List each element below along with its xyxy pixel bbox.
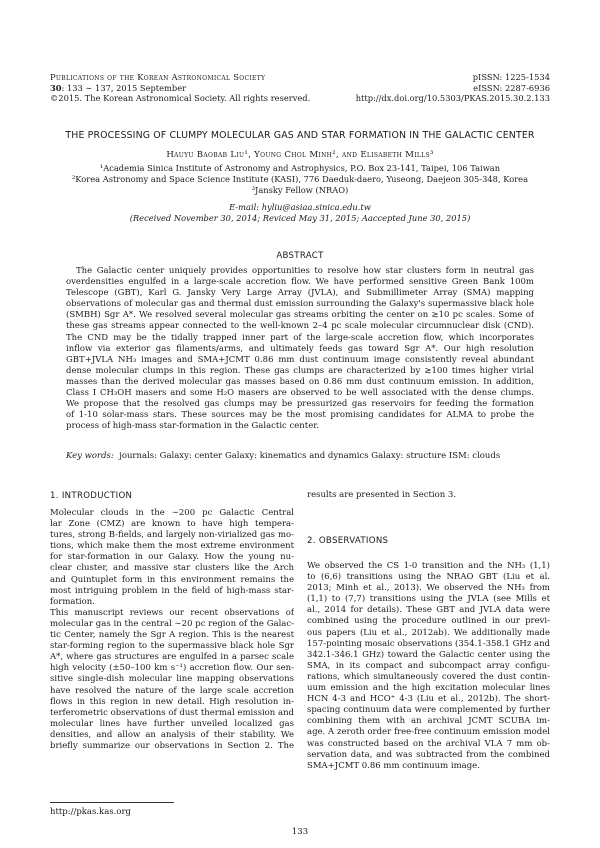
text-line: Class I CH₃OH masers and some H₂O masers are observed to be well associated with the dense clumps. xyxy=(66,388,534,399)
journal-header-left xyxy=(50,72,310,104)
paper-title: THE PROCESSING OF CLUMPY MOLECULAR GAS AND STAR FORMATION IN THE GALACTIC CENTER xyxy=(65,130,535,141)
text-line: The CND may be the tidally trapped inner part of the large-scale accretion flow, which incorporates xyxy=(66,332,534,343)
text-line: terferometric observations of dust thermal emission and xyxy=(50,707,294,718)
text-line: tures, strong B-fields, and largely non-virialized gas mo- xyxy=(50,530,294,541)
text-line: clear cluster, and massive star clusters like the Arch xyxy=(50,563,294,574)
text-line: high velocity (±50–100 km s⁻¹) accretion flow. Our sen- xyxy=(50,663,294,674)
text-line: for star-formation in our Galaxy. How the young nu- xyxy=(50,552,294,563)
text-line: lar Zone (CMZ) are known to have high tempera- xyxy=(50,519,294,530)
text-line: these gas streams appear connected to the well-known 2–4 pc scale molecular circumnuclear disk (CND). xyxy=(66,321,534,332)
eissn: eISSN: 2287-6936 xyxy=(473,82,550,93)
email-line[interactable]: E-mail: hyliu@asiaa.sinica.edu.tw xyxy=(229,202,371,212)
text-line: of 1-10 solar-mass stars. These sources may be the most promising candidates for ALMA to probe the xyxy=(66,410,534,421)
text-line: formation. xyxy=(50,596,95,607)
received-dates: (Received November 30, 2014; Reviced May 31, 2015; Aaccepted June 30, 2015) xyxy=(129,213,471,223)
text-line: (1,1) to (7,7) transitions using the JVLA (see Mills et xyxy=(307,594,550,605)
journal-header-right xyxy=(356,72,550,104)
keywords-line xyxy=(66,451,500,461)
text-line: SMA, in its compact and subcompact array configu- xyxy=(307,660,550,671)
text-line: molecular gas in the central ∼20 pc region of the Galac- xyxy=(50,618,294,629)
text-line: We observed the CS 1-0 transition and the NH₃ (1,1) xyxy=(307,561,550,571)
text-line: HCN 4-3 and HCO⁺ 4-3 (Liu et al., 2012b). The short- xyxy=(307,694,550,705)
text-line: uum emission and the high excitation molecular lines xyxy=(307,683,550,694)
text-line: process of high-mass star-formation in the Galactic center. xyxy=(66,421,320,432)
text-line: combined using the procedure outlined in our previ- xyxy=(307,616,550,627)
text-line: observations of molecular gas and thermal dust emission surrounding the Galaxy's supermassive black hole xyxy=(66,299,534,310)
volume-pages-date: : 133 ∼ 137, 2015 September xyxy=(61,82,187,93)
text-line: sitive single-dish molecular line mapping observations xyxy=(50,674,294,685)
text-line: masses than the derived molecular gas masses based on 0.86 mm dust continuum emission. In addition, xyxy=(66,376,534,387)
section-2-body xyxy=(307,561,550,772)
text-line: This manuscript reviews our recent observations of xyxy=(50,607,294,618)
text-line: briefly summarize our observations in Section 2. The xyxy=(50,740,294,751)
text-line: combining them with an archival JCMT SCUBA im- xyxy=(307,716,550,727)
affiliation-2: ²Korea Astronomy and Space Science Institute (KASI), 776 Daeduk-daero, Yuseong, Daejeon 305-348, Korea xyxy=(71,174,529,184)
section-1-heading: 1. INTRODUCTION xyxy=(50,491,133,501)
text-line: Telescope (GBT), Karl G. Jansky Very Large Array (JVLA), and Submillimeter Array (SMA) mapping xyxy=(66,288,534,299)
doi-link[interactable]: http://dx.doi.org/10.5303/PKAS.2015.30.2.133 xyxy=(355,93,550,104)
section-1-continued: results are presented in Section 3. xyxy=(307,490,457,500)
text-line: GBT+JVLA NH₃ images and SMA+JCMT 0.86 mm dust continuum image consistently reveal abundant xyxy=(66,354,534,365)
text-line: We propose that the resolved gas clumps may be pressurized gas reservoirs for feeding the formation xyxy=(66,399,534,410)
text-line: A*, where gas structures are engulfed in a parsec scale xyxy=(50,652,294,663)
section-2-heading: 2. OBSERVATIONS xyxy=(307,536,389,546)
text-line: molecular lines have further unveiled localized gas xyxy=(50,718,294,729)
text-line: most intriguing problem in the field of high-mass star- xyxy=(50,585,294,596)
affiliation-3: ³Jansky Fellow (NRAO) xyxy=(251,185,349,195)
text-line: was constructed based on the archival VLA 7 mm ob- xyxy=(307,738,550,749)
text-line: star-forming region to the supermassive black hole Sgr xyxy=(50,641,294,652)
text-line: tic Center, namely the Sgr A region. This is the nearest xyxy=(50,630,294,641)
text-line: have resolved the nature of the large scale accretion xyxy=(50,685,294,696)
pissn: pISSN: 1225-1534 xyxy=(472,72,550,82)
text-line: 157-pointing mosaic observations (354.1-358.1 GHz and xyxy=(307,638,550,649)
text-line: rations, which simultaneously covered the dust contin- xyxy=(307,671,550,682)
author-list: Hauyu Baobab Liu¹, Young Chol Minh², and Elisabeth Mills³ xyxy=(166,150,434,160)
text-line: 2013; Minh et al., 2013). We observed the NH₃ from xyxy=(307,583,550,594)
abstract-heading: ABSTRACT xyxy=(276,251,324,261)
affiliation-1: ¹Academia Sinica Institute of Astronomy and Astrophysics, P.O. Box 23-141, Taipei, 106 Taiwan xyxy=(99,163,501,173)
volume-line xyxy=(50,83,310,94)
text-line: spacing continuum data were complemented by further xyxy=(307,705,550,716)
text-line: overdensities engulfed in a large-scale accretion flow. We have performed sensitive Green Bank 100m xyxy=(66,277,534,288)
keywords-list: journals: Galaxy: center Galaxy: kinematics and dynamics Galaxy: structure ISM: clouds xyxy=(119,451,501,461)
text-line: (SMBH) Sgr A*. We resolved several molecular gas streams orbiting the center on ≳10 pc scales. Some of xyxy=(66,310,534,321)
text-line: flows in this region in new detail. High resolution in- xyxy=(50,696,294,707)
text-line: al., 2014 for details). These GBT and JVLA data were xyxy=(307,605,550,616)
page-number: 133 xyxy=(291,827,309,837)
text-line: to (6,6) transitions using the NRAO GBT (Liu et al. xyxy=(307,572,550,583)
text-line: and Quintuplet form in this environment remains the xyxy=(50,574,294,585)
text-line: 342.1-346.1 GHz) toward the Galactic center using the xyxy=(307,649,550,660)
copyright-line: ©2015. The Korean Astronomical Society. All rights reserved. xyxy=(50,93,311,104)
text-line: servation data, and was subtracted from the combined xyxy=(307,749,550,760)
volume-number: 30 xyxy=(50,82,62,93)
section-1-body xyxy=(50,508,294,752)
text-line: The Galactic center uniquely provides opportunities to resolve how star clusters form in neutral gas xyxy=(76,266,534,276)
text-line: inflow via exterior gas filaments/arms, and ultimately feeds gas toward Sgr A*. Our high resolution xyxy=(66,343,534,354)
keywords-label: Key words: xyxy=(66,451,114,461)
text-line: ous papers (Liu et al., 2012ab). We additionally made xyxy=(307,627,550,638)
text-line: Molecular clouds in the ∼200 pc Galactic Central xyxy=(50,508,294,518)
text-line: age. A zeroth order free-free continuum emission model xyxy=(307,727,550,738)
footnote-rule xyxy=(50,802,174,803)
text-line: tions, which make them the most extreme environment xyxy=(50,541,294,552)
text-line: densities, and allow an analysis of their stability. We xyxy=(50,729,294,740)
text-line: SMA+JCMT 0.86 mm continuum image. xyxy=(307,760,480,771)
journal-name: Publications of the Korean Astronomical Society xyxy=(50,72,266,82)
abstract-body xyxy=(66,266,534,432)
text-line: dense molecular clumps in this region. These gas clumps are characterized by ≳100 times higher virial xyxy=(66,365,534,376)
footnote-url[interactable]: http://pkas.kas.org xyxy=(50,807,131,817)
